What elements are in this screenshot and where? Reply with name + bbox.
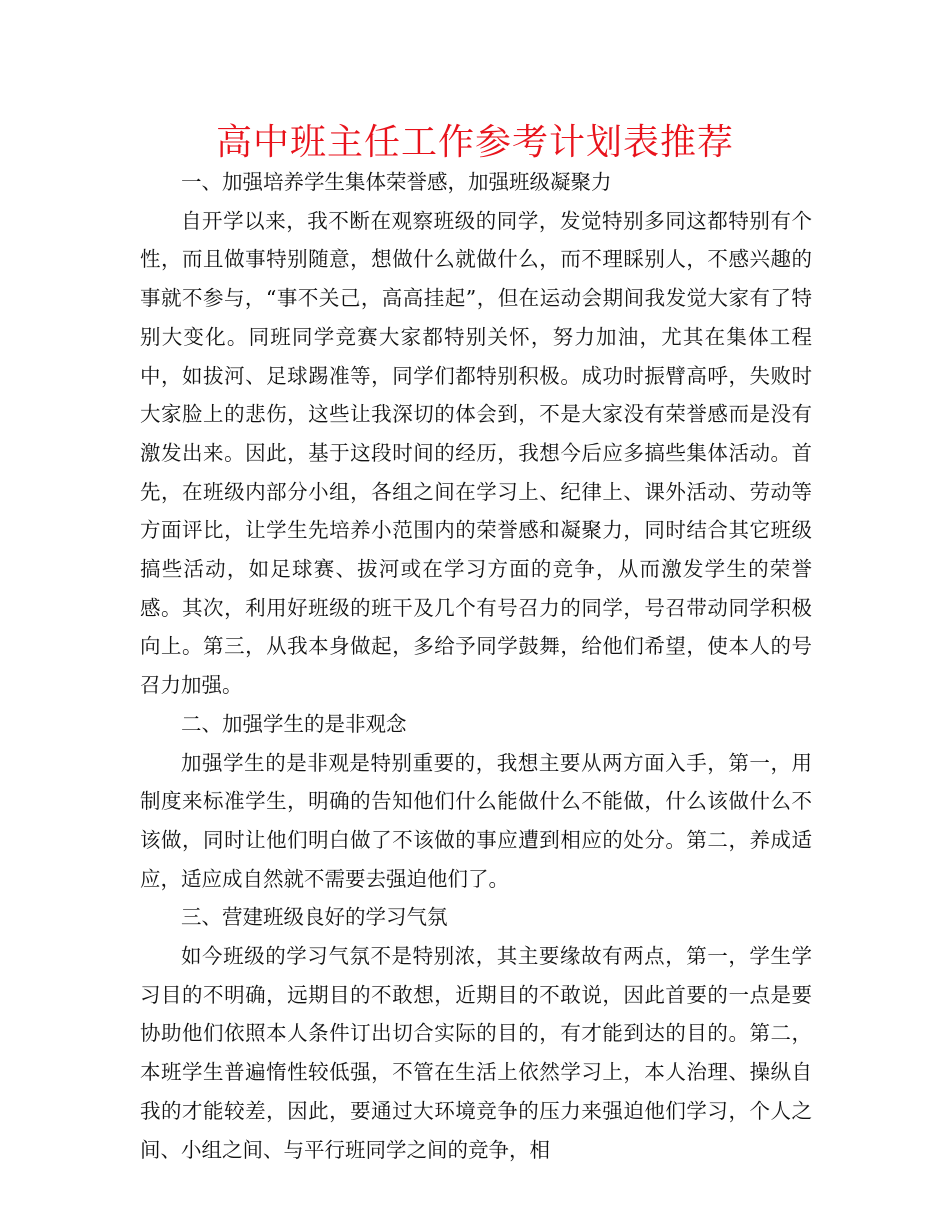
- section-heading: 三、营建班级良好的学习气氛: [181, 905, 448, 930]
- body-paragraph: 自开学以来，我不断在观察班级的同学，发觉特别多同这都特别有个性，而且做事特别随意，想做什么就做什么，而不理睬别人，不感兴趣的事就不参与，“事不关己，高高挂起”，但在运动会期间我发觉大家有了特别大变化。同班同学竞赛大家都特别关怀，努力加油，尤其在集体工程中，如拔河、足球踢准等，同学们都特别积极。成功时振臂高呼，失败时大家脸上的悲伤，这些让我深切的体会到，不是大家没有荣誉感而是没有激发出来。因此，基于这段时间的经历，我想今后应多搞些集体活动。首先，在班级内部分小组，各组之间在学习上、纪律上、课外活动、劳动等方面评比，让学生先培养小范围内的荣誉感和凝聚力，同时结合其它班级搞些活动，如足球赛、拔河或在学习方面的竞争，从而激发学生的荣誉感。其次，利用好班级的班干及几个有号召力的同学，号召带动同学积极向上。第三，从我本身做起，多给予同学鼓舞，给他们希望，使本人的号召力加强。: [140, 208, 812, 698]
- body-paragraph: 如今班级的学习气氛不是特别浓，其主要缘故有两点，第一，学生学习目的不明确，远期目的不敢想，近期目的不敢说，因此首要的一点是要协助他们依照本人条件订出切合实际的目的，有才能到达的目的。第二，本班学生普遍惰性较低强，不管在生活上依然学习上，本人治理、操纵自我的才能较差，因此，要通过大环境竞争的压力来强迫他们学习，个人之间、小组之间、与平行班同学之间的竞争，相: [140, 944, 812, 1162]
- document-title: 高中班主任工作参考计划表推荐: [215, 122, 734, 163]
- section-heading: 一、加强培养学生集体荣誉感，加强班级凝聚力: [181, 170, 612, 194]
- body-paragraph: 加强学生的是非观是特别重要的，我想主要从两方面入手，第一，用制度来标准学生，明确的告知他们什么能做什么不能做，什么该做什么不该做，同时让他们明白做了不该做的事应遭到相应的处分。第二，养成适应，适应成自然就不需要去强迫他们了。: [140, 750, 812, 891]
- section-heading: 二、加强学生的是非观念: [181, 711, 407, 736]
- document-body: [140, 163, 812, 1169]
